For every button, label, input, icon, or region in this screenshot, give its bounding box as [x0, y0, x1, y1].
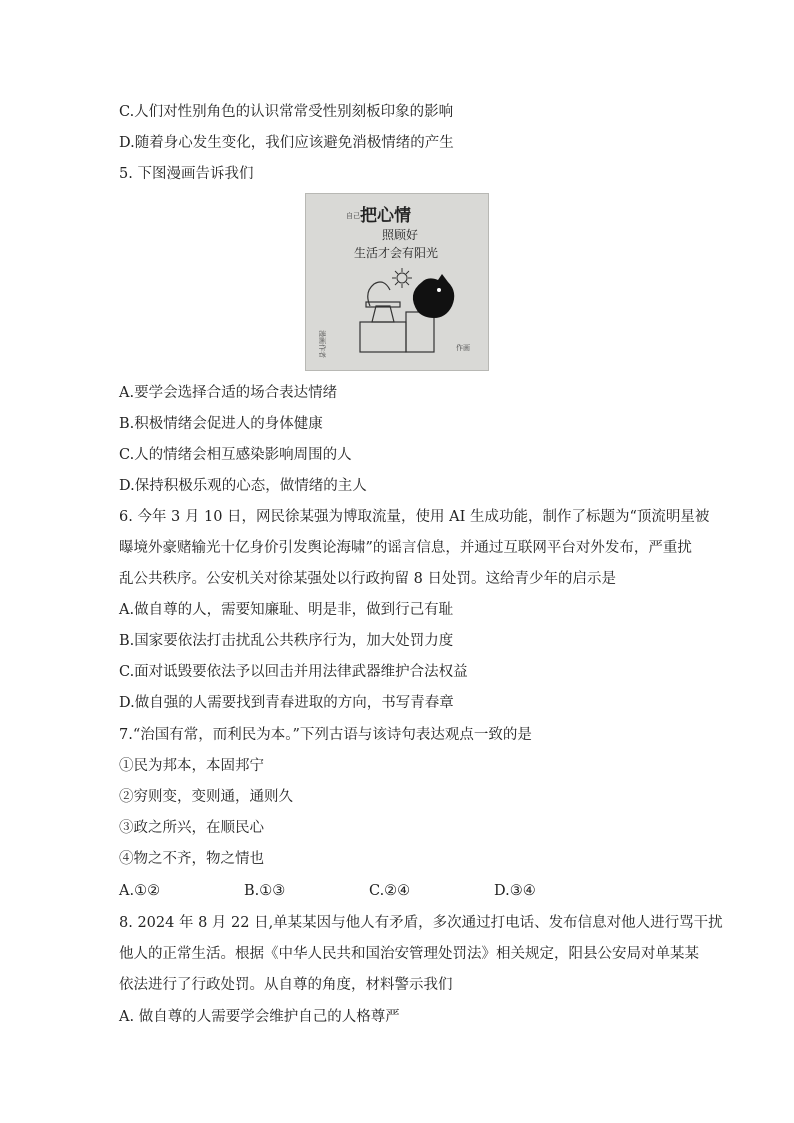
q7-item-1: ①民为邦本，本固邦宁 [119, 758, 264, 774]
comic-title: 把心情 [360, 206, 411, 226]
q6-option-a: A.做自尊的人，需要知廉耻、明是非，做到行己有耻 [119, 602, 454, 618]
q6-stem-line1: 6. 今年 3 月 10 日，网民徐某强为博取流量，使用 AI 生成功能，制作了标题为“顶流明星被 [119, 509, 710, 525]
q4-option-d: D.随着身心发生变化，我们应该避免消极情绪的产生 [119, 135, 454, 151]
q5-option-a: A.要学会选择合适的场合表达情绪 [119, 385, 338, 401]
q7-option-a: A.①② [119, 883, 161, 899]
q7-item-2: ②穷则变，变则通，通则久 [119, 789, 293, 805]
comic-line2: 照顾好 [382, 228, 419, 242]
q5-option-d: D.保持积极乐观的心态，做情绪的主人 [119, 478, 367, 494]
comic-blob-character [413, 274, 454, 318]
q8-stem-line1: 8. 2024 年 8 月 22 日,单某某因与他人有矛盾，多次通过打电话、发布信息对他人进行骂干扰 [119, 915, 723, 931]
q8-stem-line2: 他人的正常生活。根据《中华人民共和国治安管理处罚法》相关规定，阳县公安局对单某某 [119, 946, 699, 962]
q7-option-c: C.②④ [369, 883, 411, 899]
q5-option-c: C.人的情绪会相互感染影响周围的人 [119, 447, 352, 463]
q7-option-b: B.①③ [244, 883, 286, 899]
comic-sun-icon [392, 268, 412, 288]
q7-item-4: ④物之不齐，物之情也 [119, 851, 264, 867]
q5-stem: 5. 下图漫画告诉我们 [119, 166, 254, 182]
comic-signature-right: 作画 [456, 344, 470, 352]
comic-line3: 生活才会有阳光 [354, 246, 439, 260]
comic-signature-left: 漫画作者 [318, 330, 326, 358]
q8-stem-line3: 依法进行了行政处罚。从自尊的角度，材料警示我们 [119, 977, 453, 993]
comic-pedestal [360, 312, 434, 352]
q8-option-a: A. 做自尊的人需要学会维护自己的人格尊严 [119, 1009, 400, 1025]
q6-option-d: D.做自强的人需要找到青春进取的方向，书写青春章 [119, 695, 454, 711]
q7-stem: 7.“治国有常，而利民为本。”下列古语与该诗句表达观点一致的是 [119, 727, 532, 743]
comic-prefix: 自己 [346, 212, 360, 220]
comic-image [305, 193, 489, 371]
q6-stem-line2: 曝境外豪赌输光十亿身价引发舆论海啸”的谣言信息，并通过互联网平台对外发布，严重扰 [119, 540, 692, 556]
q6-option-c: C.面对诋毁要依法予以回击并用法律武器维护合法权益 [119, 664, 468, 680]
q5-option-b: B.积极情绪会促进人的身体健康 [119, 416, 323, 432]
q7-item-3: ③政之所兴，在顺民心 [119, 820, 264, 836]
q7-option-d: D.③④ [494, 883, 536, 899]
q6-option-b: B.国家要依法打击扰乱公共秩序行为，加大处罚力度 [119, 633, 454, 649]
q4-option-c: C.人们对性别角色的认识常常受性别刻板印象的影响 [119, 104, 454, 120]
comic-pot-plant [366, 282, 400, 322]
q6-stem-line3: 乱公共秩序。公安机关对徐某强处以行政拘留 8 日处罚。这给青少年的启示是 [119, 571, 616, 587]
